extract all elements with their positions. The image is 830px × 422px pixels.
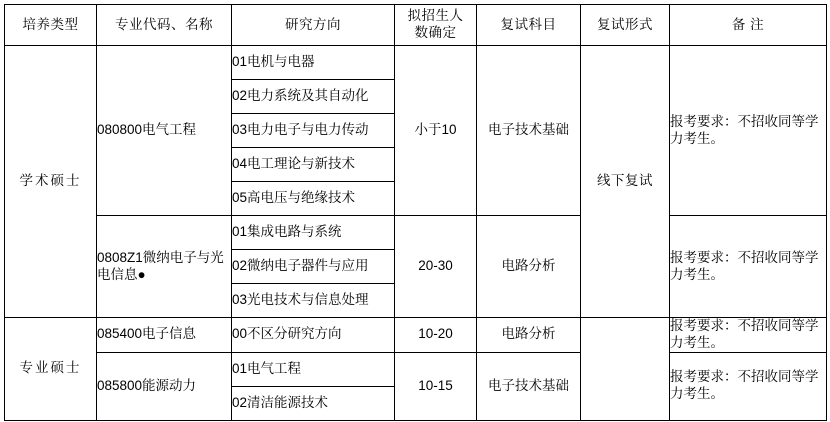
header-cell-enrollment xyxy=(395,5,477,46)
cell-subject: 电路分析 xyxy=(477,216,581,318)
cell-note: 报考要求：不招收同等学力考生。 xyxy=(670,46,827,216)
cell-exam-form-empty xyxy=(581,318,670,421)
header-enrollment-line1: 拟招生人 xyxy=(407,8,464,24)
cell-note: 报考要求：不招收同等学力考生。 xyxy=(670,318,827,353)
cell-direction: 02微纳电子器件与应用 xyxy=(232,250,395,284)
table-header-row xyxy=(5,5,827,46)
header-enrollment-line2: 数确定 xyxy=(414,25,457,40)
document-page xyxy=(0,4,830,422)
header-direction-text: 研究方向 xyxy=(285,16,341,32)
cell-direction: 04电工理论与新技术 xyxy=(232,148,395,182)
table-row xyxy=(5,46,827,80)
cell-note: 报考要求：不招收同等学力考生。 xyxy=(670,352,827,420)
cell-direction: 00不区分研究方向 xyxy=(232,318,395,353)
cell-enrollment: 20-30 xyxy=(395,216,477,318)
cell-major-0808Z1: 0808Z1微纳电子与光电信息● xyxy=(97,216,232,318)
cell-degree-type-academic: 学术硕士 xyxy=(5,46,97,318)
cell-major-080800: 080800电气工程 xyxy=(97,46,232,216)
header-cell-note: 备 注 xyxy=(670,5,827,46)
table-row xyxy=(5,318,827,353)
table-row xyxy=(5,352,827,386)
cell-exam-form: 线下复试 xyxy=(581,46,670,318)
cell-direction: 01电气工程 xyxy=(232,352,395,386)
header-cell-major: 专业代码、名称 xyxy=(97,5,232,46)
cell-direction: 02清洁能源技术 xyxy=(232,386,395,420)
cell-direction: 01集成电路与系统 xyxy=(232,216,395,250)
cell-enrollment: 10-15 xyxy=(395,352,477,420)
cell-degree-type-professional: 专业硕士 xyxy=(5,318,97,421)
cell-direction: 03电力电子与电力传动 xyxy=(232,114,395,148)
table-row xyxy=(5,216,827,250)
cell-subject: 电路分析 xyxy=(477,318,581,353)
cell-subject: 电子技术基础 xyxy=(477,46,581,216)
cell-subject: 电子技术基础 xyxy=(477,352,581,420)
header-cell-type: 培养类型 xyxy=(5,5,97,46)
cell-direction: 03光电技术与信息处理 xyxy=(232,284,395,318)
cell-major-085400: 085400电子信息 xyxy=(97,318,232,353)
header-cell-subject: 复试科目 xyxy=(477,5,581,46)
cell-direction: 02电力系统及其自动化 xyxy=(232,80,395,114)
cell-direction: 01电机与电器 xyxy=(232,46,395,80)
admissions-table xyxy=(4,4,827,421)
cell-note: 报考要求：不招收同等学力考生。 xyxy=(670,216,827,318)
header-cell-form: 复试形式 xyxy=(581,5,670,46)
cell-major-085800: 085800能源动力 xyxy=(97,352,232,420)
cell-direction: 05高电压与绝缘技术 xyxy=(232,182,395,216)
cell-enrollment: 10-20 xyxy=(395,318,477,353)
header-cell-direction xyxy=(232,5,395,46)
cell-enrollment: 小于10 xyxy=(395,46,477,216)
